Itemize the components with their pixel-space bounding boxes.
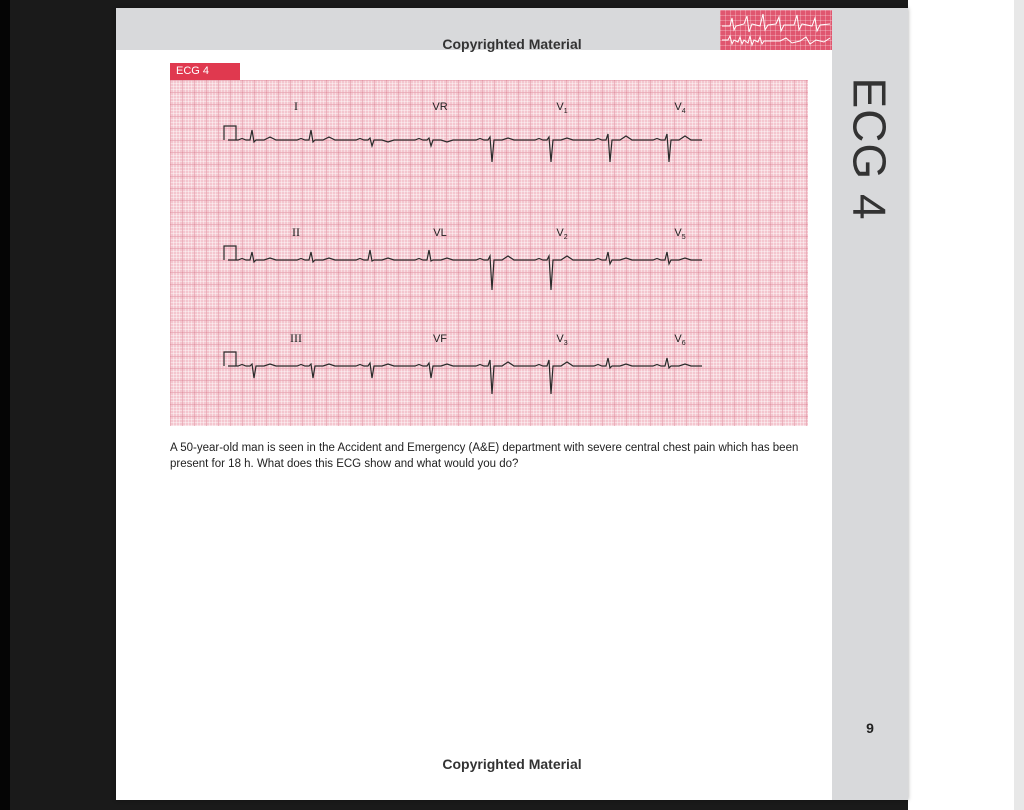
footer-copyright: Copyrighted Material bbox=[442, 756, 582, 772]
lead-label-v6: $V_6$ bbox=[674, 333, 686, 347]
window-edge bbox=[0, 0, 10, 810]
lead-label-vl: VL bbox=[433, 227, 447, 239]
page-number: 9 bbox=[866, 720, 874, 736]
header-copyright: Copyrighted Material bbox=[442, 36, 582, 52]
question-text: A 50-year-old man is seen in the Accident and Emergency (A&E) department with severe central chest pain which has been present for 18 h. What does this ECG show and what would you do? bbox=[170, 442, 799, 470]
lead-label-v5: $V_5$ bbox=[674, 227, 686, 241]
side-chapter-title bbox=[832, 64, 908, 234]
lead-label-ii: II bbox=[292, 225, 300, 239]
lead-label-v4: $V_4$ bbox=[674, 101, 686, 115]
viewer-scroll-strip[interactable] bbox=[1014, 0, 1024, 810]
lead-label-vf: VF bbox=[432, 333, 448, 345]
ecg-trace-canvas bbox=[170, 80, 808, 426]
lead-label-v1: $V_1$ bbox=[556, 101, 568, 115]
ecg-label-tag: ECG 4 bbox=[170, 63, 240, 80]
lead-label-i: I bbox=[294, 99, 298, 113]
ecg-strip bbox=[170, 80, 808, 426]
ecg-trace-row-1 bbox=[224, 126, 702, 162]
ecg-trace-row-3 bbox=[224, 352, 702, 394]
lead-label-v2: $V_2$ bbox=[556, 227, 568, 241]
lead-label-v3: $V_3$ bbox=[556, 333, 568, 347]
lead-label-vr: VR bbox=[432, 101, 448, 113]
ecg-trace-row-2 bbox=[224, 246, 702, 290]
lead-label-iii: III bbox=[290, 331, 302, 345]
viewer-background bbox=[908, 0, 1024, 810]
side-chapter-title-text: ECG 4 bbox=[844, 77, 897, 221]
document-page bbox=[116, 8, 908, 800]
